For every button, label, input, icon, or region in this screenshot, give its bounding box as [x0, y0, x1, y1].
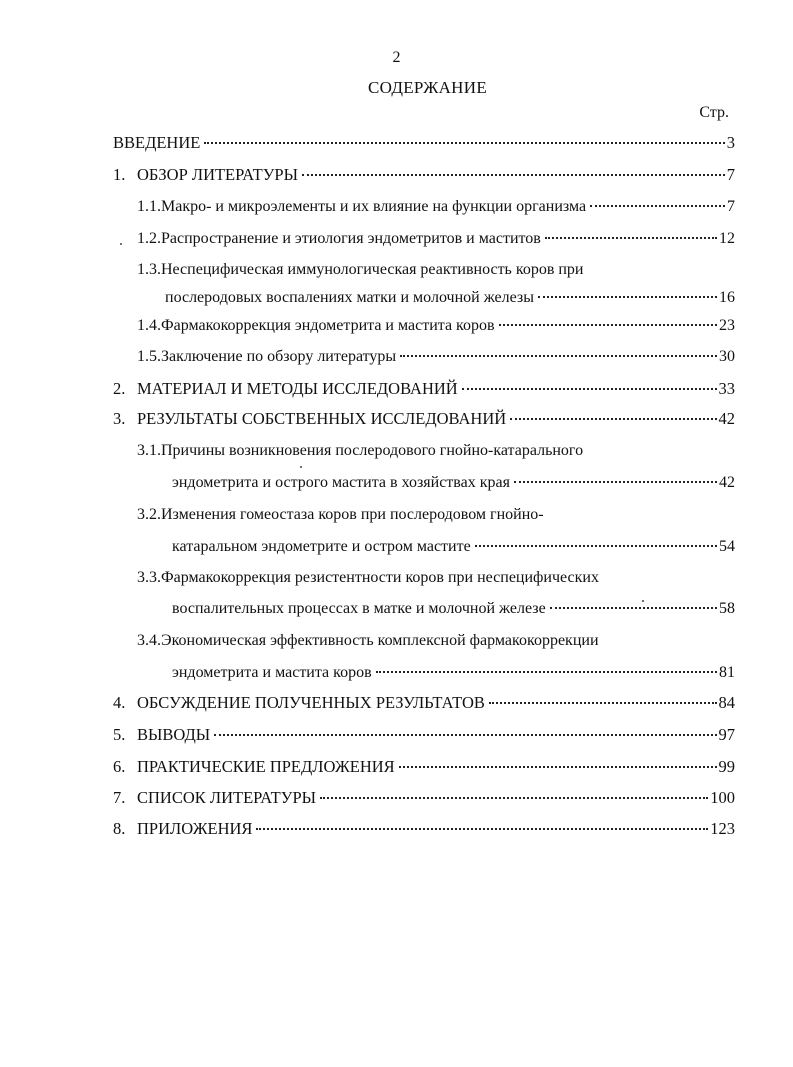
toc-entry-title: СПИСОК ЛИТЕРАТУРЫ	[137, 788, 317, 807]
toc-entry-title: Изменения гомеостаза коров при послеродовом гнойно-	[161, 506, 544, 523]
toc-entry-page: 58	[719, 600, 735, 617]
toc-entry-section-1-4	[137, 315, 735, 337]
toc-entry-page: 30	[719, 348, 735, 365]
toc-entry-section-3-2-line2	[172, 536, 735, 558]
toc-entry-page: 3	[726, 133, 735, 152]
toc-entry-title: Заключение по обзору литературы	[161, 348, 397, 365]
toc-entry-section-3-3-line2	[172, 598, 735, 620]
toc-entry-title: ПРИЛОЖЕНИЯ	[137, 819, 253, 838]
toc-entry-number: 6.	[113, 757, 126, 776]
toc-entry-section-1	[113, 164, 735, 186]
toc-entry-number: 1.1.	[137, 198, 161, 215]
toc-entry-number: 1.4.	[137, 317, 161, 334]
toc-entry-title-continued: катаральном эндометрите и остром мастите	[172, 538, 471, 555]
toc-entry-page: 7	[726, 165, 735, 184]
dot-leader	[204, 142, 724, 144]
toc-entry-title: ВВЕДЕНИЕ	[113, 133, 201, 152]
scan-speck	[120, 243, 122, 245]
toc-entry-title-continued: воспалительных процессах в матке и молочной железе	[172, 600, 546, 617]
dot-leader	[538, 296, 717, 298]
toc-entry-page: 100	[710, 788, 735, 807]
toc-entry-page: 7	[727, 198, 735, 215]
dot-leader	[510, 418, 716, 420]
toc-entry-number: 3.1.	[137, 442, 161, 459]
dot-leader	[302, 174, 725, 176]
toc-entry-number: 1.5.	[137, 348, 161, 365]
toc-entry-number: 4.	[113, 693, 126, 712]
toc-entry-title: ВЫВОДЫ	[137, 725, 211, 744]
toc-entry-section-3	[113, 408, 735, 430]
toc-entry-title: Причины возникновения послеродового гнойно-катарального	[161, 442, 584, 459]
toc-entry-title-continued: эндометрита и острого мастита в хозяйствах края	[172, 474, 510, 491]
dot-leader	[499, 324, 717, 326]
page-number: 2	[392, 49, 401, 66]
dot-leader	[462, 388, 717, 390]
toc-entry-title: Макро- и микроэлементы и их влияние на функции организма	[161, 198, 587, 215]
toc-entry-section-1-5	[137, 346, 735, 368]
toc-entry-page: 84	[718, 693, 735, 712]
toc-entry-title-continued: эндометрита и мастита коров	[172, 664, 372, 681]
toc-entry-page: 99	[718, 757, 735, 776]
toc-entry-title: Неспецифическая иммунологическая реактивность коров при	[161, 261, 584, 278]
dot-leader	[214, 734, 716, 736]
toc-entry-section-1-1	[137, 196, 735, 218]
toc-entry-section-3-3-line1	[137, 567, 599, 589]
toc-entry-page: 54	[719, 538, 735, 555]
page-column-label: Стр.	[699, 104, 729, 121]
toc-entry-title: ОБЗОР ЛИТЕРАТУРЫ	[137, 165, 298, 184]
toc-entry-number: 1.	[113, 165, 126, 184]
dot-leader	[545, 237, 717, 239]
toc-entry-number: 3.4.	[137, 632, 161, 649]
toc-entry-introduction	[113, 132, 735, 154]
toc-entry-title: ОБСУЖДЕНИЕ ПОЛУЧЕННЫХ РЕЗУЛЬТАТОВ	[137, 693, 485, 712]
toc-entry-title: Фармакокоррекция резистентности коров при неспецифических	[161, 569, 599, 586]
dot-leader	[256, 828, 708, 830]
toc-entry-number: 3.2.	[137, 506, 161, 523]
toc-entry-title: Распространение и этиология эндометритов и маститов	[161, 230, 541, 247]
toc-entry-page: 97	[718, 725, 735, 744]
toc-entry-section-1-3-line2	[165, 287, 735, 309]
toc-entry-number: 2.	[113, 379, 126, 398]
toc-entry-section-6	[113, 756, 735, 778]
dot-leader	[590, 205, 725, 207]
scan-speck	[300, 466, 302, 468]
toc-entry-section-3-1-line1	[137, 440, 583, 462]
dot-leader	[376, 671, 717, 673]
toc-entry-section-8	[113, 818, 735, 840]
toc-entry-number: 1.2.	[137, 230, 161, 247]
dot-leader	[400, 355, 717, 357]
toc-entry-title: РЕЗУЛЬТАТЫ СОБСТВЕННЫХ ИССЛЕДОВАНИЙ	[137, 409, 507, 428]
toc-entry-number: 5.	[113, 725, 126, 744]
page-title: СОДЕРЖАНИЕ	[367, 78, 488, 97]
toc-entry-number: 7.	[113, 788, 126, 807]
scan-speck	[642, 600, 644, 602]
toc-entry-title: Экономическая эффективность комплексной фармакокоррекции	[161, 632, 599, 649]
toc-entry-section-3-1-line2	[172, 472, 735, 494]
toc-entry-section-3-4-line2	[172, 662, 735, 684]
toc-entry-number: 1.3.	[137, 261, 161, 278]
dot-leader	[489, 702, 717, 704]
toc-entry-page: 12	[719, 230, 735, 247]
toc-entry-page: 123	[710, 819, 735, 838]
toc-entry-title: ПРАКТИЧЕСКИЕ ПРЕДЛОЖЕНИЯ	[137, 757, 395, 776]
toc-entry-section-2	[113, 378, 735, 400]
toc-entry-page: 42	[719, 474, 735, 491]
dot-leader	[550, 607, 717, 609]
toc-entry-page: 23	[719, 317, 735, 334]
toc-entry-page: 33	[718, 379, 735, 398]
toc-entry-number: 3.3.	[137, 569, 161, 586]
toc-entry-section-4	[113, 692, 735, 714]
toc-entry-section-5	[113, 724, 735, 746]
toc-entry-title: Фармакокоррекция эндометрита и мастита коров	[161, 317, 495, 334]
toc-entry-number: 8.	[113, 819, 126, 838]
dot-leader	[399, 766, 717, 768]
toc-entry-section-1-3-line1	[137, 259, 584, 281]
toc-entry-section-3-4-line1	[137, 630, 599, 652]
toc-entry-title-continued: послеродовых воспалениях матки и молочной железы	[165, 289, 534, 306]
toc-entry-section-3-2-line1	[137, 504, 544, 526]
dot-leader	[320, 797, 708, 799]
toc-entry-page: 42	[718, 409, 735, 428]
dot-leader	[514, 481, 717, 483]
toc-entry-page: 81	[719, 664, 735, 681]
toc-entry-page: 16	[719, 289, 735, 306]
toc-entry-section-1-2	[137, 228, 735, 250]
dot-leader	[475, 545, 717, 547]
toc-entry-number: 3.	[113, 409, 126, 428]
toc-entry-section-7	[113, 787, 735, 809]
toc-entry-title: МАТЕРИАЛ И МЕТОДЫ ИССЛЕДОВАНИЙ	[137, 379, 458, 398]
